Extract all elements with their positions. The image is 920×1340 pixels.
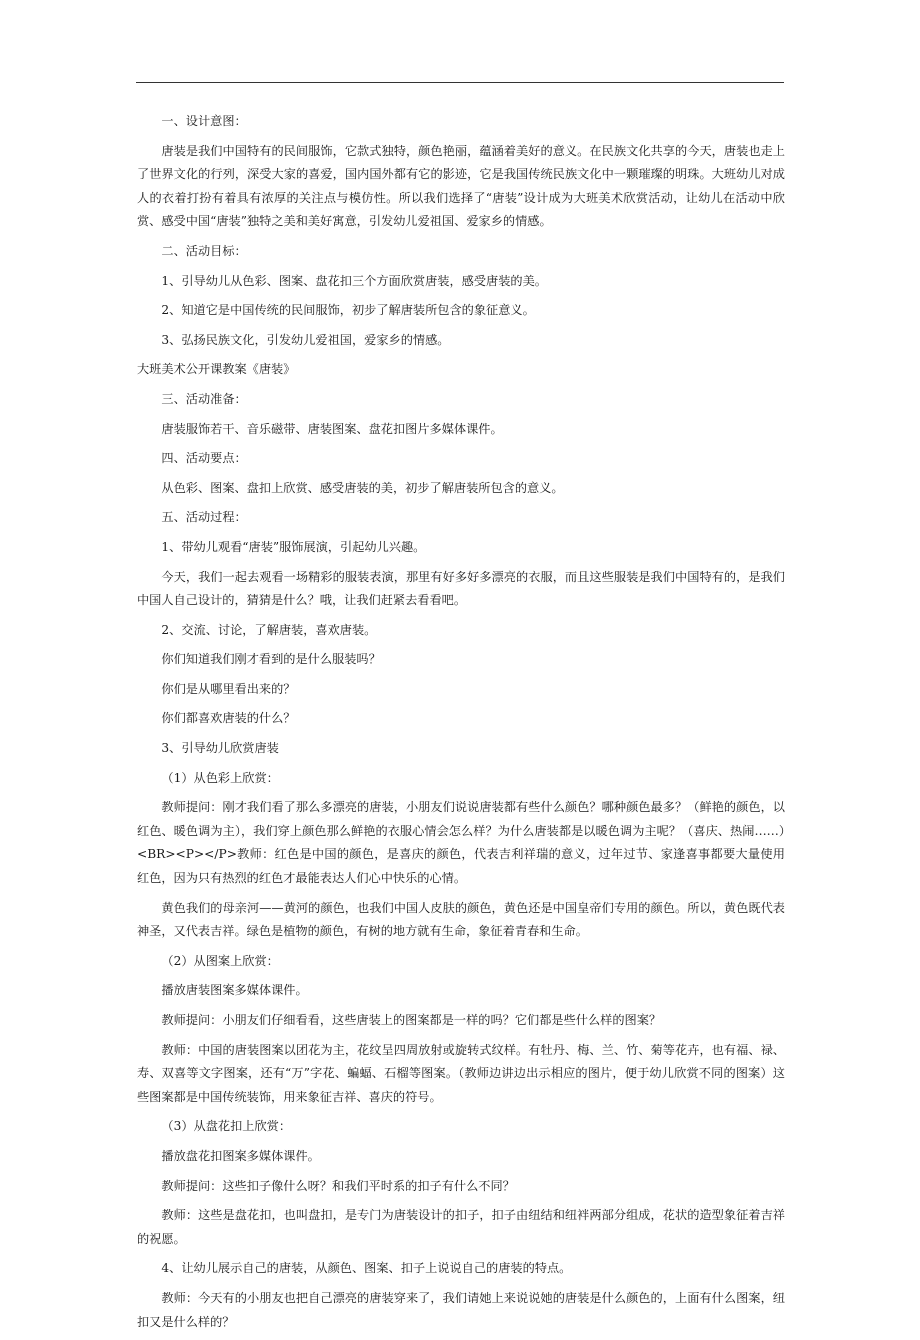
header-rule <box>136 82 784 83</box>
key-points-text: 从色彩、图案、盘扣上欣赏、感受唐装的美，初步了解唐装所包含的意义。 <box>161 480 564 495</box>
lesson-title: 大班美术公开课教案《唐装》 <box>137 362 296 377</box>
buttons-explain: 教师：这些是盘花扣，也叫盘扣，是专门为唐装设计的扣子，扣子由纽结和纽袢两部分组成，花状的造型象征着吉祥的祝愿。 <box>137 1208 785 1246</box>
document-body <box>137 110 785 1340</box>
color-discussion: 教师提问：刚才我们看了那么多漂亮的唐装，小朋友们说说唐装都有些什么颜色？哪种颜色最多？（鲜艳的颜色，以红色、暖色调为主），我们穿上颜色那么鲜艳的衣服心情会怎么样？为什么唐装都是以暖色调为主呢？（喜庆、热闹……）<BR><P></P>教师：红色是中国的颜色，是喜庆的颜色，代表吉利祥瑞的意义，过年过节、家逢喜事都要大量使用红色，因为只有热烈的红色才最能表达人们心中快乐的心情。 <box>137 800 785 886</box>
buttons-question: 教师提问：这些扣子像什么呀？和我们平时系的扣子有什么不同？ <box>161 1178 515 1193</box>
step-4: 4、让幼儿展示自己的唐装，从颜色、图案、扣子上说说自己的唐装的特点。 <box>161 1261 572 1276</box>
step-3: 3、引导幼儿欣赏唐装 <box>161 741 279 756</box>
heading-key-points: 四、活动要点： <box>161 451 247 466</box>
pattern-play: 播放唐装图案多媒体课件。 <box>161 983 308 998</box>
step-4-text: 教师：今天有的小朋友也把自己漂亮的唐装穿来了，我们请她上来说说她的唐装是什么颜色的，上面有什么图案，纽扣又是什么样的？ <box>137 1290 785 1329</box>
pattern-explain: 教师：中国的唐装图案以团花为主，花纹呈四周放射或旋转式纹样。有牡丹、梅、兰、竹、菊等花卉，也有福、禄、寿、双喜等文字图案，还有“万”字花、蝙蝠、石榴等图案。（教师边讲边出示相应的图片，便于幼儿欣赏不同的图案）这些图案都是中国传统装饰，用来象征吉祥、喜庆的符号。 <box>137 1042 785 1104</box>
pattern-question: 教师提问：小朋友们仔细看看，这些唐装上的图案都是一样的吗？它们都是些什么样的图案？ <box>161 1013 662 1027</box>
heading-objectives: 二、活动目标： <box>161 243 247 258</box>
step-2: 2、交流、讨论，了解唐装，喜欢唐装。 <box>161 622 377 637</box>
sub-1-color: （1）从色彩上欣赏： <box>161 770 279 785</box>
heading-process: 五、活动过程： <box>161 510 247 525</box>
question-2: 你们是从哪里看出来的？ <box>161 681 296 696</box>
step-1: 1、带幼儿观看“唐装”服饰展演，引起幼儿兴趣。 <box>161 539 426 554</box>
heading-preparation: 三、活动准备： <box>161 391 247 406</box>
step-1-text: 今天，我们一起去观看一场精彩的服装表演，那里有好多好多漂亮的衣服，而且这些服装是我们中国特有的，是我们中国人自己设计的，猜猜是什么？哦，让我们赶紧去看看吧。 <box>137 569 785 608</box>
question-3: 你们都喜欢唐装的什么？ <box>161 711 296 726</box>
question-1: 你们知道我们刚才看到的是什么服装吗？ <box>161 652 381 667</box>
heading-design-intent: 一、设计意图： <box>161 114 247 128</box>
preparation-text: 唐装服饰若干、音乐磁带、唐装图案、盘花扣图片多媒体课件。 <box>161 421 503 436</box>
objective-3: 3、弘扬民族文化，引发幼儿爱祖国，爱家乡的情感。 <box>161 332 450 347</box>
color-yellow-green: 黄色我们的母亲河——黄河的颜色，也我们中国人皮肤的颜色，黄色还是中国皇帝们专用的颜色。所以，黄色既代表神圣，又代表吉祥。绿色是植物的颜色，有树的地方就有生命，象征着青春和生命。 <box>137 900 785 939</box>
paragraph-intro: 唐装是我们中国特有的民间服饰，它款式独特，颜色艳丽，蕴涵着美好的意义。在民族文化共享的今天，唐装也走上了世界文化的行列，深受大家的喜爱，国内国外都有它的影迹，它是我国传统民族文化中一颗璀璨的明珠。大班幼儿对成人的衣着打扮有着具有浓厚的关注点与模仿性。所以我们选择了“唐装”设计成为大班美术欣赏活动，让幼儿在活动中欣赏、感受中国“唐装”独特之美和美好寓意，引发幼儿爱祖国、爱家乡的情感。 <box>137 143 785 229</box>
buttons-play: 播放盘花扣图案多媒体课件。 <box>161 1148 320 1163</box>
sub-2-pattern: （2）从图案上欣赏： <box>161 953 279 968</box>
objective-2: 2、知道它是中国传统的民间服饰，初步了解唐装所包含的象征意义。 <box>161 303 535 318</box>
objective-1: 1、引导幼儿从色彩、图案、盘花扣三个方面欣赏唐装，感受唐装的美。 <box>161 273 547 288</box>
sub-3-buttons: （3）从盘花扣上欣赏： <box>161 1119 292 1134</box>
